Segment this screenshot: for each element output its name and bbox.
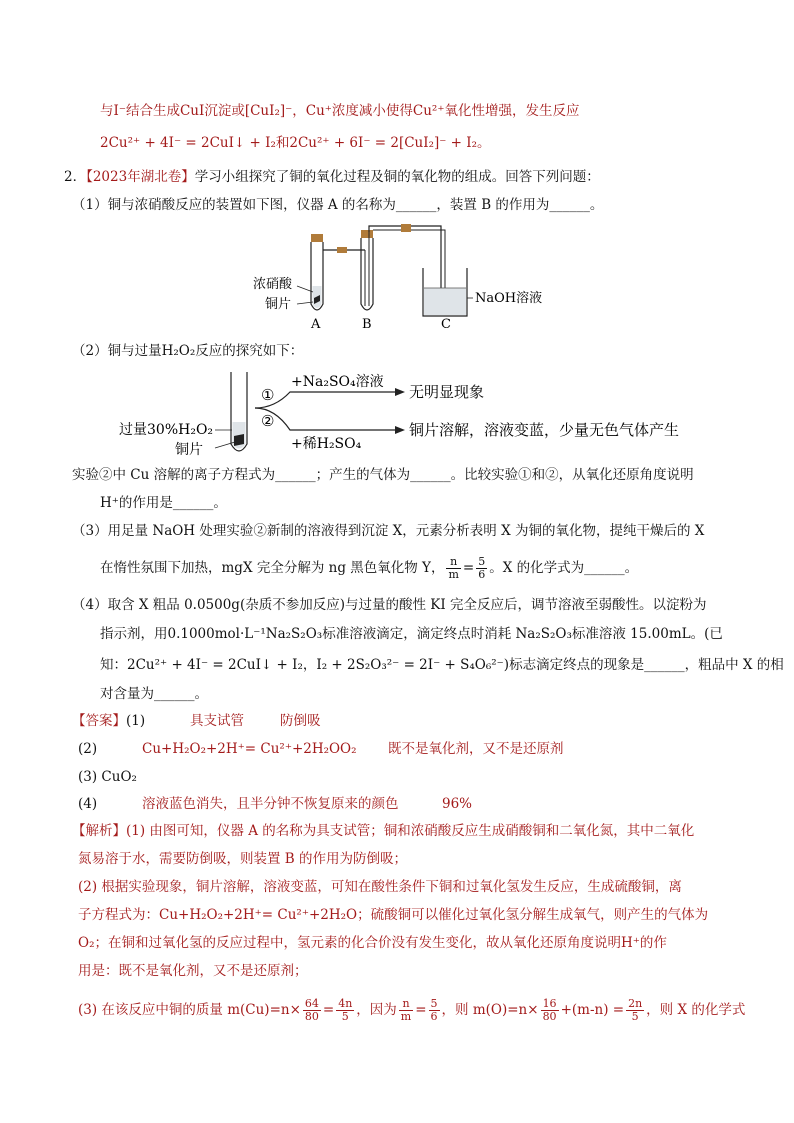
fraction-n-m: $\frac{n}{m}$ bbox=[400, 997, 412, 1023]
beaker-liquid bbox=[424, 288, 466, 315]
fraction-n-over-m: $\frac{n}{m}$ bbox=[448, 555, 459, 581]
scheme-copper bbox=[234, 434, 244, 446]
arrowhead-top bbox=[395, 388, 405, 396]
question-source: 【2023年湖北卷】 bbox=[86, 169, 195, 185]
label-c: C bbox=[441, 317, 451, 332]
fraction-5-6: $\frac{5}{6}$ bbox=[430, 997, 438, 1023]
label-naoh: NaOH溶液 bbox=[475, 291, 543, 306]
answer-line-1: 【答案】(1) 具支试管 防倒吸 bbox=[72, 713, 321, 729]
analysis-line-3: (2) 根据实验现象，铜片溶解，溶液变蓝，可知在酸性条件下铜和过氧化氢发生反应，生成硫酸铜，离 bbox=[78, 879, 682, 895]
analysis-line-4: 子方程式为：Cu+H₂O₂+2H⁺= Cu²⁺+2H₂O；硫酸铜可以催化过氧化氢分解生成氧气，则产生的气体为 bbox=[78, 907, 709, 923]
delivery-tube bbox=[369, 226, 441, 294]
part-2-text: （2）铜与过量H₂O₂反应的探究如下： bbox=[72, 343, 304, 359]
answer-2-value-1: Cu+H₂O₂+2H⁺= Cu²⁺+2H₂O bbox=[142, 741, 341, 757]
label-copper-a: 铜片 bbox=[265, 297, 292, 312]
label-a: A bbox=[311, 317, 321, 332]
branch-top-arrow bbox=[255, 392, 395, 408]
answer-line-3: (3) CuO₂ bbox=[78, 769, 137, 785]
question-number: 2． bbox=[64, 169, 87, 185]
label-conc-nitric-acid: 浓硝酸 bbox=[253, 277, 293, 292]
answer-line-4: (4) 溶液蓝色消失，且半分钟不恢复原来的颜色 96% bbox=[78, 796, 473, 812]
reagent-dilute-h2so4: +稀H₂SO₄ bbox=[291, 436, 362, 452]
reagent-na2so4: +Na₂SO₄溶液 bbox=[291, 374, 384, 390]
connector-2 bbox=[401, 224, 411, 232]
question-intro: 学习小组探究了铜的氧化过程及铜的氧化物的组成。回答下列问题： bbox=[194, 169, 600, 185]
label-b: B bbox=[362, 317, 372, 332]
answer-1-value-1: 具支试管 bbox=[190, 713, 244, 729]
fraction-16-80: $\frac{16}{80}$ bbox=[542, 997, 557, 1023]
experiment-scheme bbox=[115, 368, 680, 468]
part-4-line-3: 知：2Cu²⁺ + 4I⁻ = 2CuI↓ + I₂，I₂ + 2S₂O₃²⁻ = 2I⁻ + S₄O₆²⁻)标志滴定终点的现象是______，粗品中 X 的相 bbox=[100, 657, 784, 673]
analysis-line-2: 氮易溶于水，需要防倒吸，则装置 B 的作用为防倒吸； bbox=[78, 851, 408, 867]
answer-4-value-1: 溶液蓝色消失，且半分钟不恢复原来的颜色 bbox=[142, 796, 399, 812]
analysis-tag: 【解析】 bbox=[72, 823, 126, 839]
part-3-text-b: 。X 的化学式为______。 bbox=[489, 560, 639, 576]
delivery-tube-outer bbox=[373, 230, 445, 294]
part-3-line-2: 在惰性氛围下加热，mgX 完全分解为 ng 黑色氧化物 Y， $\frac{n}{m}$ = $\frac{5}{6}$ 。X 的化学式为______。 bbox=[100, 555, 639, 581]
tube-b bbox=[361, 238, 373, 310]
question-header bbox=[64, 168, 600, 186]
connector-1 bbox=[337, 247, 347, 253]
prev-answer-line-2: 2Cu²⁺ + 4I⁻ = 2CuI↓ + I₂和2Cu²⁺ + 6I⁻ = 2[CuI₂]⁻ + I₂。 bbox=[100, 135, 491, 151]
answer-1-value-2: 防倒吸 bbox=[280, 713, 321, 729]
circle-one: ① bbox=[261, 386, 275, 404]
part-4-line-4: 对含量为______。 bbox=[100, 686, 208, 702]
part-4-line-1: （4）取含 X 粗品 0.0500g(杂质不参加反应)与过量的酸性 KI 完全反应后，调节溶液至弱酸性。以淀粉为 bbox=[72, 597, 707, 613]
prev-answer-line-1: 与I⁻结合生成CuI沉淀或[CuI₂]⁻，Cu⁺浓度减小使得Cu²⁺氧化性增强，发生反应 bbox=[100, 103, 580, 119]
branch-bottom-arrow bbox=[255, 408, 395, 430]
apparatus-figure bbox=[245, 222, 555, 334]
arrowhead-bottom bbox=[395, 426, 405, 434]
circle-two: ② bbox=[261, 412, 275, 430]
answer-4-value-2: 96% bbox=[442, 796, 473, 812]
label-scheme-copper: 铜片 bbox=[175, 442, 203, 458]
label-h2o2: 过量30%H₂O₂ bbox=[119, 422, 214, 438]
part-2-question-2: H⁺的作用是______。 bbox=[100, 495, 227, 511]
part-1-text: （1）铜与浓硝酸反应的装置如下图，仪器 A 的名称为______，装置 B 的作用为______。 bbox=[72, 197, 604, 213]
stopper-a bbox=[311, 234, 323, 242]
answer-2-value-3: 既不是氧化剂，又不是还原剂 bbox=[388, 741, 564, 757]
stopper-b bbox=[361, 230, 373, 238]
result-copper-dissolves: 铜片溶解，溶液变蓝，少量无色气体产生 bbox=[409, 421, 680, 439]
part-3-text-a: 在惰性氛围下加热，mgX 完全分解为 ng 黑色氧化物 Y， bbox=[100, 560, 445, 576]
result-no-change: 无明显现象 bbox=[409, 383, 485, 401]
analysis-line-6: 用是：既不是氧化剂，又不是还原剂； bbox=[78, 963, 308, 979]
fraction-4n-5: $\frac{4n}{5}$ bbox=[338, 997, 353, 1023]
fraction-64-80: $\frac{64}{80}$ bbox=[304, 997, 319, 1023]
answer-tag: 【答案】 bbox=[72, 713, 126, 729]
answer-2-value-2: O₂ bbox=[340, 741, 357, 757]
fraction-5-over-6: $\frac{5}{6}$ bbox=[478, 555, 486, 581]
part-2-question-1: 实验②中 Cu 溶解的离子方程式为______；产生的气体为______。比较实验①和②，从氧化还原角度说明 bbox=[72, 467, 694, 483]
part-3-line-1: （3）用足量 NaOH 处理实验②新制的溶液得到沉淀 X，元素分析表明 X 为铜的氧化物，提纯干燥后的 X bbox=[72, 523, 705, 539]
analysis-line-1: 【解析】(1) 由图可知，仪器 A 的名称为具支试管；铜和浓硝酸反应生成硝酸铜和二氧化氮，其中二氧化 bbox=[72, 823, 695, 839]
analysis-line-5: O₂；在铜和过氧化氢的反应过程中，氢元素的化合价没有发生变化，故从氧化还原角度说明H⁺的作 bbox=[78, 935, 667, 951]
answer-line-2: (2) Cu+H₂O₂+2H⁺= Cu²⁺+2H₂O O₂ 既不是氧化剂，又不是还原剂 bbox=[78, 741, 564, 757]
part-4-line-2: 指示剂，用0.1000mol·L⁻¹Na₂S₂O₃标准溶液滴定，滴定终点时消耗 Na₂S₂O₃标准溶液 15.00mL。(已 bbox=[100, 626, 723, 642]
analysis-line-7: (3) 在该反应中铜的质量 m(Cu)=n× $\frac{64}{80}$ = $\frac{4n}{5}$ ，因为 $\frac{n}{m}$ = $\frac{5}{6}$ ，则 m(O)=n× $\frac{16}{80}$ +(m-n) = $\frac{2n}{5}$ ，则 X 的化学式 bbox=[78, 997, 746, 1023]
fraction-2n-5: $\frac{2n}{5}$ bbox=[628, 997, 643, 1023]
